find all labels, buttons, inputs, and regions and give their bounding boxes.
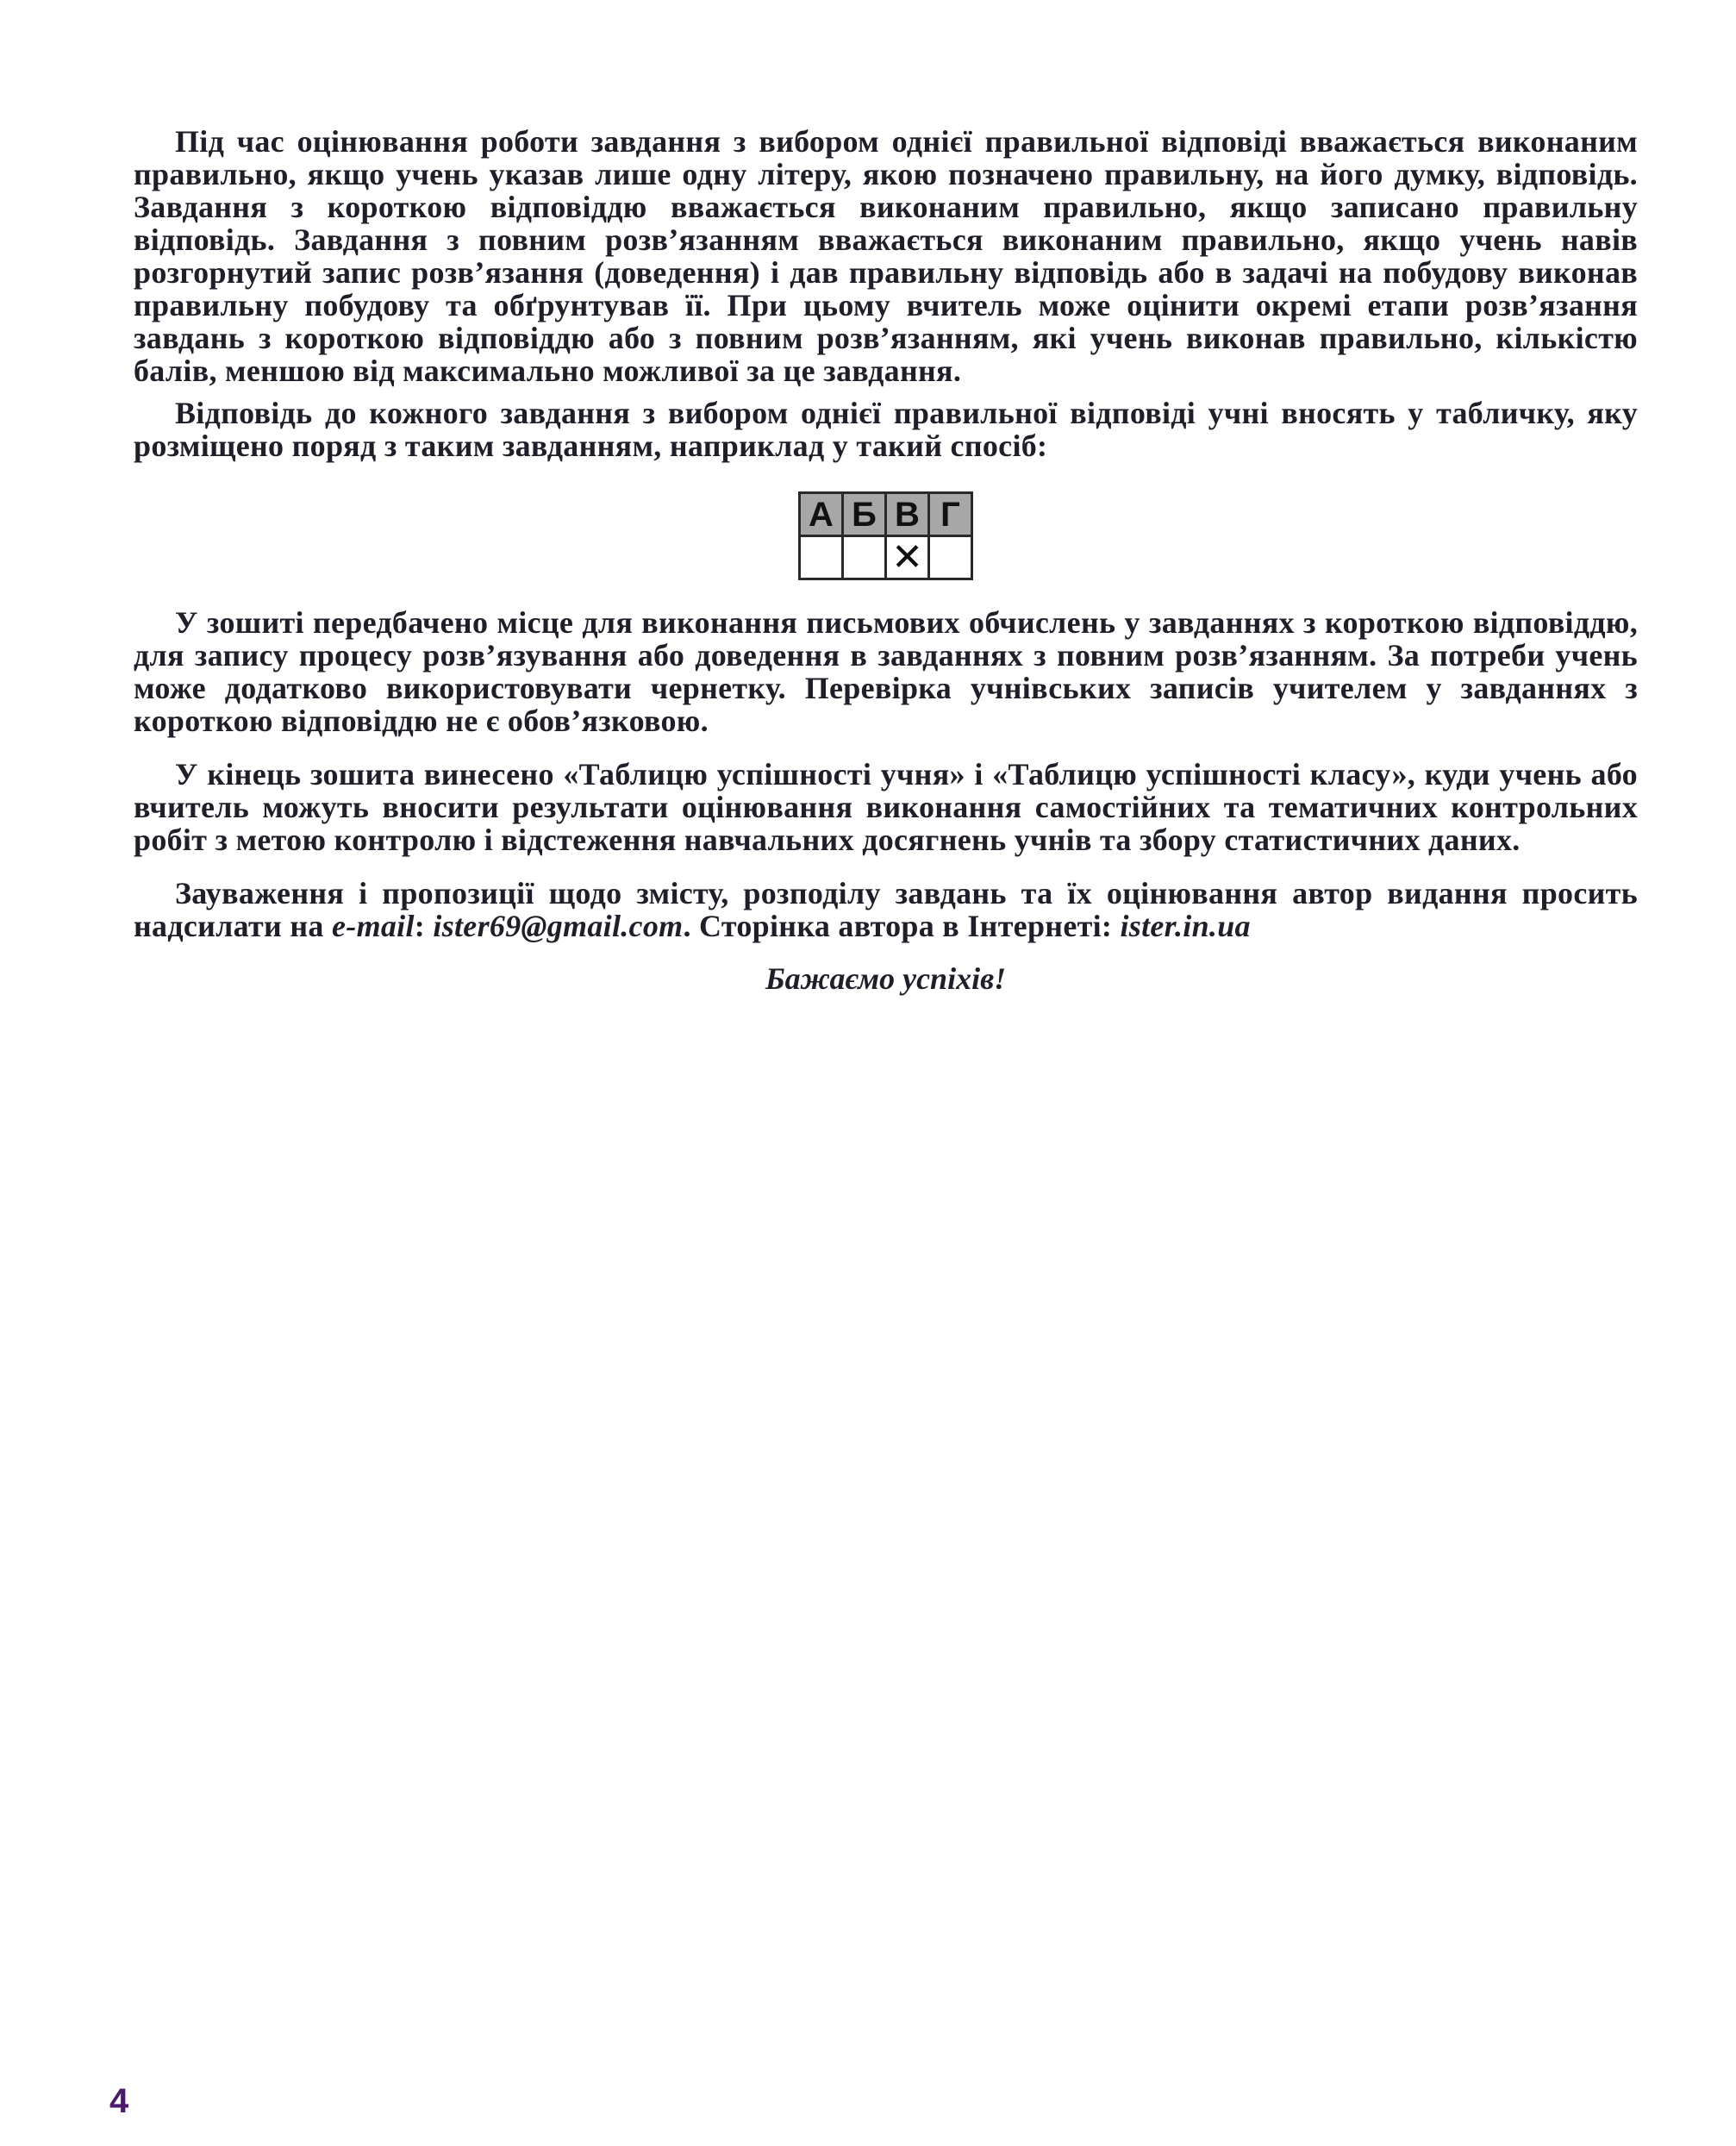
answer-cell-g [929, 536, 972, 579]
answer-cell-v-cross-mark: ✕ [886, 536, 929, 579]
answer-table-example [798, 491, 973, 580]
answer-cell-b [843, 536, 886, 579]
page-number: 4 [109, 2082, 129, 2120]
author-email: ister69@gmail.com [433, 909, 684, 943]
feedback-text-mid: . Сторінка автора в Інтернеті: [683, 909, 1121, 943]
page-content [134, 125, 1638, 996]
answer-table-header-row [800, 493, 972, 536]
answer-option-b: Б [843, 493, 886, 536]
answer-table-mark-row [800, 536, 972, 579]
feedback-colon: : [414, 909, 434, 943]
author-website: ister.in.ua [1120, 909, 1251, 943]
paragraph-success-tables: У кінець зошита винесено «Таблицю успішності учня» і «Таблицю успішності класу», куди учень або вчитель можуть вносити результати оцінювання виконання самостійних та тематичних контрольних робіт з метою контролю і відстеження навчальних досягнень учнів та збору статистичних даних. [134, 757, 1638, 857]
paragraph-feedback-contact [134, 877, 1638, 942]
paragraph-answer-table-intro: Відповідь до кожного завдання з вибором однієї правильної відповіді учні вносять у табличку, яку розміщено поряд з таким завданням, наприклад у такий спосіб: [134, 396, 1638, 463]
answer-option-g: Г [929, 493, 972, 536]
paragraph-workbook-space: У зошиті передбачено місце для виконання письмових обчислень у завданнях з короткою відповіддю, для запису процесу розв’язування або доведення в завданнях з повним розв’язанням. За потреби учень може додатково використовувати чернетку. Перевірка учнівських записів учителем у завданнях з короткою відповіддю не є обов’язковою. [134, 605, 1638, 738]
answer-cell-a [800, 536, 843, 579]
answer-option-a: А [800, 493, 843, 536]
email-label: e-mail [332, 909, 415, 943]
closing-wish: Бажаємо успіхів! [765, 961, 1007, 996]
answer-option-v: В [886, 493, 929, 536]
feedback-text-start: Зауваження і пропозиції щодо змісту, розподілу завдань та їх оцінювання автор видання просить надсилати на [134, 876, 1638, 943]
paragraph-grading-rules: Під час оцінювання роботи завдання з вибором однієї правильної відповіді вважається виконаним правильно, якщо учень указав лише одну літеру, якою позначено правильну, на його думку, відповідь. Завдання з короткою відповіддю вважається виконаним правильно, якщо записано правильну відповідь. Завдання з повним розв’язанням вважається виконаним правильно, якщо учень навів розгорнутий запис розв’язання (доведення) і дав правильну відповідь або в задачі на побудову виконав правильну побудову та обґрунтував її. При цьому вчитель може оцінити окремі етапи розв’язання завдань з короткою відповіддю або з повним розв’язанням, які учень виконав правильно, кількістю балів, меншою від максимально можливої за це завдання. [134, 124, 1638, 388]
